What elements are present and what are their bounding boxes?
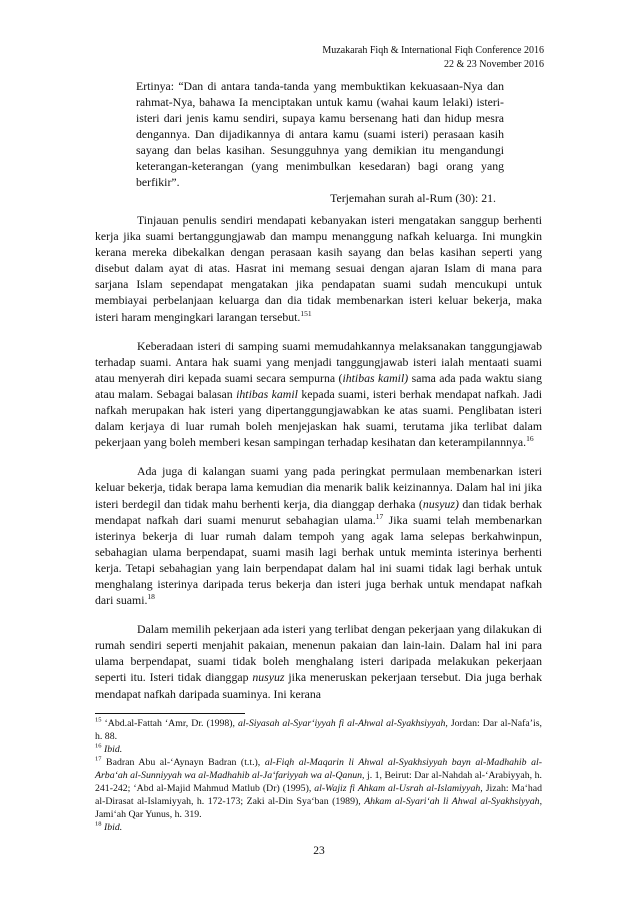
footnote-text: ‘Abd.al-Fattah ‘Amr, Dr. (1998), [101, 718, 239, 729]
footnote-number: 17 [95, 755, 102, 763]
term-nusyuz: nusyuz) [422, 496, 459, 511]
body-text [95, 212, 542, 715]
footnote-title: al-Fiqh al-Maqarin li Ahwal al-Syakhsiyyah bayn al-Madhahib al-Arba‘ah al-Sunniyyah wa al-Madhahib al-Ja‘fariyyah wa al-Qanun [95, 757, 542, 781]
paragraph-2-text-c: kepada suami, isteri berhak mendapat nafkah. Jadi nafkah merupakan hak isteri yang dipertanggungjawabkan ke atas suami. Penglibatan isteri dalam kerjaya di luar rumah boleh menjejaskan hak suami, terutama jika terlibat dalam pekerjaan yang boleh memberi kesan sampingan terhadap kesihatan dan keterampilannnya. [95, 386, 543, 450]
footnote-text: , Jordan: Dar al-Nafa’is, h. 88. [95, 718, 542, 742]
footnote-17 [95, 756, 542, 821]
paragraph-4-text-a: Dalam memilih pekerjaan ada isteri yang terlibat dengan pekerjaan yang dilakukan di rumah sendiri seperti menjahit pakaian, menenun pakaian dan lain-lain. Dalam hal ini para ulama berpendapat, suami tidak boleh menghalang isteri daripada melakukan pekerjaan seperti itu. Isteri tidak dianggap [95, 622, 542, 685]
paragraph-2-text-a: Keberadaan isteri di samping suami memudahkannya melaksanakan tanggungjawab terhadap suami. Antara hak suami yang menjadi tanggungjawab isteri ialah mentaati suami atau menyerah diri kepada suami secara sempurna ( [95, 338, 542, 385]
footnote-divider [95, 713, 245, 714]
footnote-ibid: Ibid. [103, 822, 123, 833]
page-number: 23 [313, 845, 325, 857]
footnote-ref-151: 151 [300, 308, 312, 318]
footnote-text: Badran Abu al-‘Aynayn Badran (t.t.), [101, 757, 265, 768]
paragraph-2-text-b: sama ada pada waktu siang atau malam. Sebagai balasan [95, 370, 542, 401]
quote-text: Ertinya: “Dan di antara tanda-tanda yang membuktikan kekuasaan-Nya dan rahmat-Nya, bahawa Ia menciptakan untuk kamu (wahai kaum lelaki) isteri-isteri dari jenis kamu sendiri, supaya kamu bersenang hati dan hidup mesra dengannya. Dan dijadikannya di antara kamu (suami isteri) perasaan kasih sayang dan belas kasihan. Sesungguhnya yang demikian itu mengandungi keterangan-keterangan (yang menimbulkan kesedaran) bagi orang yang berfikir”. [136, 79, 504, 189]
footnote-ref-16: 16 [526, 434, 534, 444]
footnote-ibid: Ibid. [103, 744, 123, 755]
footnote-text: , Jami‘ah Qar Yunus, h. 319. [95, 796, 543, 820]
paragraph-4-text-b: jika meneruskan pekerjaan tersebut. Dia juga berhak mendapat nafkah daripada suaminya. Ini kerana [95, 670, 542, 701]
paragraph-4 [95, 621, 542, 701]
paragraph-3-text-b: dan tidak berhak mendapat nafkah dari suami menurut sebahagian ulama. [95, 496, 542, 527]
term-nusyuz-2: nusyuz [252, 670, 285, 685]
paragraph-3-text-c: Jika suami telah membenarkan isterinya bekerja di luar rumah dalam tempoh yang agak lama selepas berkahwinpun, sebahagian ulama berpendapat, suami masih lagi berhak untuk meminta isterinya berhenti kerja. Tetapi sebahagian yang lain berpendapat dalam hal ini suami tidak lagi berhak untuk menghalang isterinya daripada terus bekerja dan isteri juga berhak untuk mendapat nafkah dari suami. [95, 512, 542, 608]
footnote-number: 18 [95, 820, 102, 828]
term-ihtibas-kamil: ihtibas kamil) [342, 370, 409, 385]
paragraph-1-text: Tinjauan penulis sendiri mendapati kebanyakan isteri mengatakan sanggup berhenti kerja jika suami bertanggungjawab dan mampu menanggung nafkah keluarga. Ini mungkin kerana mereka dibekalkan dengan perasaan kasih sayang dan belas kasihan seperti yang disebut dalam ayat di atas. Hasrat ini memang sesuai dengan ajaran Islam di mana para sarjana Islam sependapat mengatakan jika pendapatan suami sudah mencukupi untuk membiayai perbelanjaan keluarga dan dia tidak membenarkan isteri keluar bekerja, maka isteri haram mengingkari larangan tersebut. [95, 213, 542, 324]
footnote-title: al-Siyasah al-Syar‘iyyah fi al-Ahwal al-Syakhsiyyah [238, 718, 446, 729]
footnote-title: Ahkam al-Syari‘ah li Ahwal al-Syakhsiyyah [364, 796, 540, 807]
paragraph-3-text-a: Ada juga di kalangan suami yang pada peringkat permulaan membenarkan isteri keluar bekerja, tidak berapa lama kemudian dia menarik balik keizinannya. Dalam hal ini jika isteri berdegil dan tidak mahu berhenti kerja, dia dianggap derhaka ( [95, 464, 542, 511]
paragraph-3 [95, 463, 542, 608]
term-ihtibas-kamil-2: ihtibas kamil [236, 386, 298, 401]
conference-header [214, 44, 544, 72]
footnote-text: , j. 1, Beirut: Dar al-Nahdah al-‘Arabiyyah, h. 241-242; ‘Abd al-Majid Mahmud Matlub (Dr) (1995), [95, 770, 542, 794]
header-conference-date: 22 & 23 November 2016 [444, 59, 544, 70]
footnotes [95, 717, 542, 834]
footnote-16 [95, 743, 542, 756]
footnote-15 [95, 717, 542, 743]
paragraph-2 [95, 338, 542, 451]
footnote-ref-17: 17 [375, 511, 384, 521]
quote-source: Terjemahan surah al-Rum (30): 21. [330, 191, 496, 205]
quran-translation-quote [136, 78, 504, 206]
header-conference-title: Muzakarah Fiqh & International Fiqh Conference 2016 [322, 45, 544, 56]
footnote-text: Jizah: Ma‘had al-Dirasat al-Islamiyyah, h. 172-173; Zaki al-Din Sya‘ban (1989), [95, 783, 543, 807]
paragraph-1 [95, 212, 542, 325]
footnote-18 [95, 821, 542, 834]
footnote-number: 15 [95, 716, 102, 724]
footnote-ref-18: 18 [147, 592, 155, 602]
footnote-number: 16 [95, 742, 102, 750]
footnote-title: al-Wajiz fi Ahkam al-Usrah al-Islamiyyah, [314, 783, 483, 794]
